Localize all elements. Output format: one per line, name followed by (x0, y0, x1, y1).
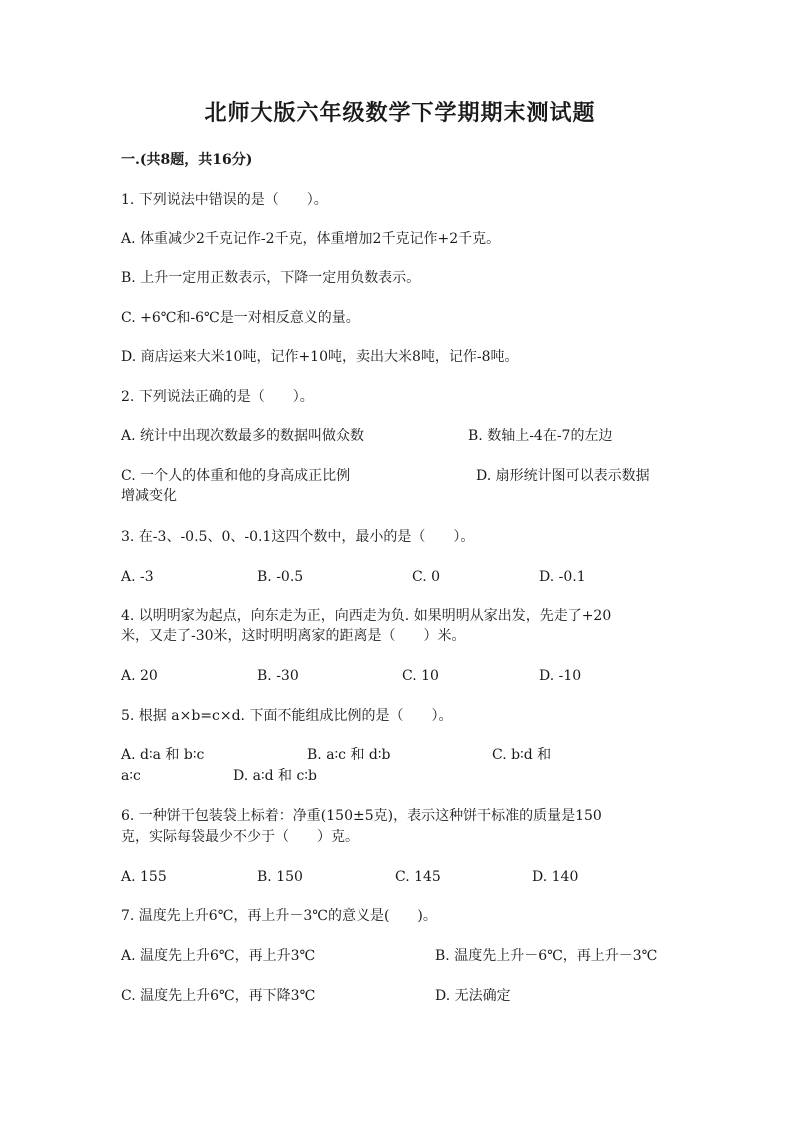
question-4-stem-line-2: 米，又走了-30米，这时明明离家的距离是（ ）米。 (121, 628, 466, 644)
question-4-option-a: A. 20 (121, 668, 158, 684)
question-2-option-d-continued: 增减变化 (121, 488, 177, 504)
question-5-option-c-continued: a∶c (121, 768, 141, 784)
question-2-option-a: A. 统计中出现次数最多的数据叫做众数 (121, 428, 365, 444)
question-5-option-c: C. b∶d 和 (492, 747, 552, 763)
question-6-option-b: B. 150 (257, 869, 303, 885)
question-4-option-c: C. 10 (402, 668, 439, 684)
question-2-stem: 2. 下列说法正确的是（ ）。 (121, 389, 314, 405)
question-2-option-d: D. 扇形统计图可以表示数据 (476, 468, 650, 484)
question-7-stem: 7. 温度先上升6℃，再上升－3℃的意义是( )。 (121, 908, 437, 924)
question-3-option-c: C. 0 (412, 569, 441, 585)
question-6-stem-line-1: 6. 一种饼干包装袋上标着：净重(150±5克)，表示这种饼干标准的质量是150 (121, 808, 602, 824)
question-4-option-d: D. -10 (539, 668, 582, 684)
question-1-option-b: B. 上升一定用正数表示，下降一定用负数表示。 (121, 270, 421, 286)
question-4-stem-line-1: 4. 以明明家为起点，向东走为正，向西走为负. 如果明明从家出发，先走了+20 (121, 608, 612, 624)
question-7-option-c: C. 温度先上升6℃，再下降3℃ (121, 988, 316, 1004)
question-1-stem: 1. 下列说法中错误的是（ ）。 (121, 192, 328, 208)
question-6-option-c: C. 145 (395, 869, 441, 885)
page-title: 北师大版六年级数学下学期期末测试题 (204, 100, 596, 126)
question-5-stem: 5. 根据 a×b=c×d. 下面不能组成比例的是（ ）。 (121, 708, 453, 724)
question-3-stem: 3. 在-3、-0.5、0、-0.1这四个数中，最小的是（ ）。 (121, 529, 475, 545)
question-5-option-a: A. d∶a 和 b∶c (121, 747, 205, 763)
question-3-option-a: A. -3 (121, 569, 154, 585)
question-5-option-d: D. a∶d 和 c∶b (233, 768, 317, 784)
question-4-option-b: B. -30 (257, 668, 299, 684)
question-5-option-b: B. a∶c 和 d∶b (307, 747, 391, 763)
question-3-option-d: D. -0.1 (539, 569, 586, 585)
question-2-option-b: B. 数轴上-4在-7的左边 (468, 428, 613, 444)
question-6-option-a: A. 155 (121, 869, 167, 885)
question-3-option-b: B. -0.5 (257, 569, 304, 585)
question-6-stem-line-2: 克，实际每袋最少不少于（ ）克。 (121, 829, 359, 845)
question-6-option-d: D. 140 (532, 869, 579, 885)
question-1-option-a: A. 体重减少2千克记作-2千克，体重增加2千克记作+2千克。 (121, 231, 501, 247)
question-2-option-c: C. 一个人的体重和他的身高成正比例 (121, 468, 351, 484)
question-1-option-d: D. 商店运来大米10吨，记作+10吨，卖出大米8吨，记作-8吨。 (121, 349, 519, 365)
section-header: 一.(共8题，共16分) (121, 152, 253, 168)
question-7-option-d: D. 无法确定 (435, 988, 511, 1004)
question-7-option-b: B. 温度先上升－6℃，再上升－3℃ (435, 948, 658, 964)
question-1-option-c: C. +6℃和-6℃是一对相反意义的量。 (121, 310, 360, 326)
question-7-option-a: A. 温度先上升6℃，再上升3℃ (121, 948, 316, 964)
